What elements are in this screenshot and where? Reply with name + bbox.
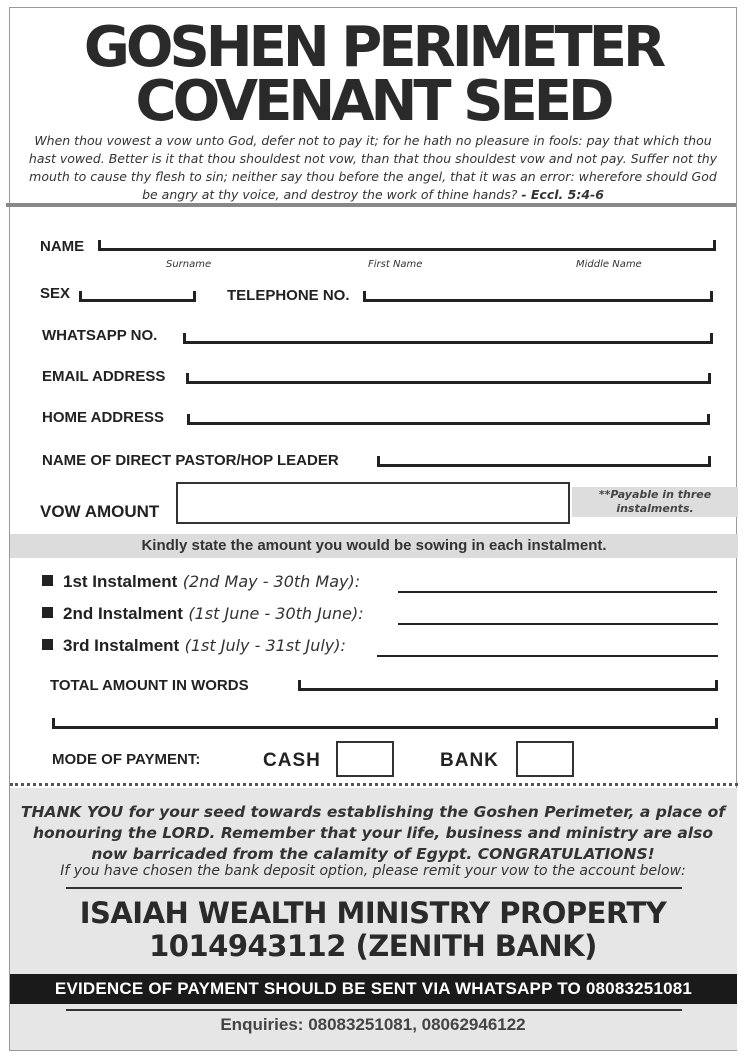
surname-caption: Surname: [166, 259, 212, 270]
telephone-field[interactable]: [363, 291, 713, 302]
account-name: ISAIAH WEALTH MINISTRY PROPERTY: [79, 896, 667, 930]
telephone-label: TELEPHONE NO.: [227, 287, 350, 304]
instalment-2-dates: (1st June - 30th June):: [188, 604, 364, 623]
home-address-label: HOME ADDRESS: [42, 409, 164, 426]
email-field[interactable]: [186, 373, 711, 384]
instalment-instruction: Kindly state the amount you would be sowing in each instalment.: [10, 534, 738, 558]
total-words-field[interactable]: [298, 680, 718, 691]
sex-field[interactable]: [79, 291, 196, 302]
thank-you-message: THANK YOU for your seed towards establishing the Goshen Perimeter, a place of honouring the LORD. Remember that your life, business and ministry are also now barricaded from the calamity of Egypt. CONGRATULATIONS!: [20, 803, 726, 863]
bank-instruction: If you have chosen the bank deposit option, please remit your vow to the account below:: [60, 863, 686, 879]
sex-label: SEX: [40, 285, 71, 302]
rule: [66, 887, 682, 889]
whatsapp-field[interactable]: [183, 333, 713, 344]
instalment-2: [42, 604, 364, 624]
instalment-2-label: 2nd Instalment: [63, 604, 183, 623]
instalment-3-label: 3rd Instalment: [63, 636, 180, 655]
first-name-caption: First Name: [368, 259, 423, 270]
scripture-text: When thou vowest a vow unto God, defer not to pay it; for he hath no pleasure in fools: pay that which thou hast vowed. Better is it that thou shouldest not vow, than that thou shouldest vow and not pay. Suffer not thy mouth to cause thy flesh to sin; neither say thou before the angel, that it was an error: wherefore should God be angry at thy voice, and destroy the work of thine hands?: [28, 133, 718, 202]
bank-label: BANK: [440, 750, 499, 771]
total-words-label: TOTAL AMOUNT IN WORDS: [50, 677, 249, 694]
instalment-1-label: 1st Instalment: [63, 572, 178, 591]
rule: [66, 1009, 682, 1011]
evidence-banner: EVIDENCE OF PAYMENT SHOULD BE SENT VIA WHATSAPP TO 08083251081: [10, 974, 737, 1004]
pastor-label: NAME OF DIRECT PASTOR/HOP LEADER: [42, 452, 339, 469]
scripture-reference: - Eccl. 5:4-6: [521, 187, 604, 202]
whatsapp-label: WHATSAPP NO.: [42, 327, 158, 344]
bank-checkbox[interactable]: [516, 741, 574, 777]
vow-amount-field[interactable]: [176, 482, 570, 524]
vow-amount-label: VOW AMOUNT: [40, 502, 160, 521]
bullet-icon: [42, 607, 53, 618]
mode-of-payment-label: MODE OF PAYMENT:: [52, 751, 201, 768]
middle-name-caption: Middle Name: [576, 259, 642, 270]
instalment-3: [42, 636, 346, 656]
title-line-1: GOSHEN PERIMETER: [83, 15, 663, 80]
instalment-3-dates: (1st July - 31st July):: [184, 636, 346, 655]
title-line-2: COVENANT SEED: [135, 69, 611, 134]
instalment-1-dates: (2nd May - 30th May):: [182, 572, 361, 591]
instalment-3-field[interactable]: [377, 655, 718, 657]
dotted-divider: [10, 783, 738, 786]
divider: [6, 203, 736, 207]
cash-label: CASH: [263, 750, 321, 771]
email-label: EMAIL ADDRESS: [42, 368, 166, 385]
name-label: NAME: [40, 238, 85, 255]
payable-note: **Payable in three instalments.: [572, 487, 738, 517]
instalment-1: [42, 572, 360, 592]
account-number: 1014943112 (ZENITH BANK): [149, 929, 597, 963]
enquiries: Enquiries: 08083251081, 08062946122: [220, 1015, 526, 1034]
pastor-field[interactable]: [377, 456, 711, 467]
total-words-field-2[interactable]: [52, 718, 718, 729]
scripture: [20, 132, 726, 204]
bullet-icon: [42, 575, 53, 586]
instalment-2-field[interactable]: [398, 623, 718, 625]
home-address-field[interactable]: [187, 414, 710, 425]
bullet-icon: [42, 639, 53, 650]
instalment-1-field[interactable]: [398, 591, 717, 593]
cash-checkbox[interactable]: [336, 741, 394, 777]
name-field[interactable]: [98, 240, 716, 251]
